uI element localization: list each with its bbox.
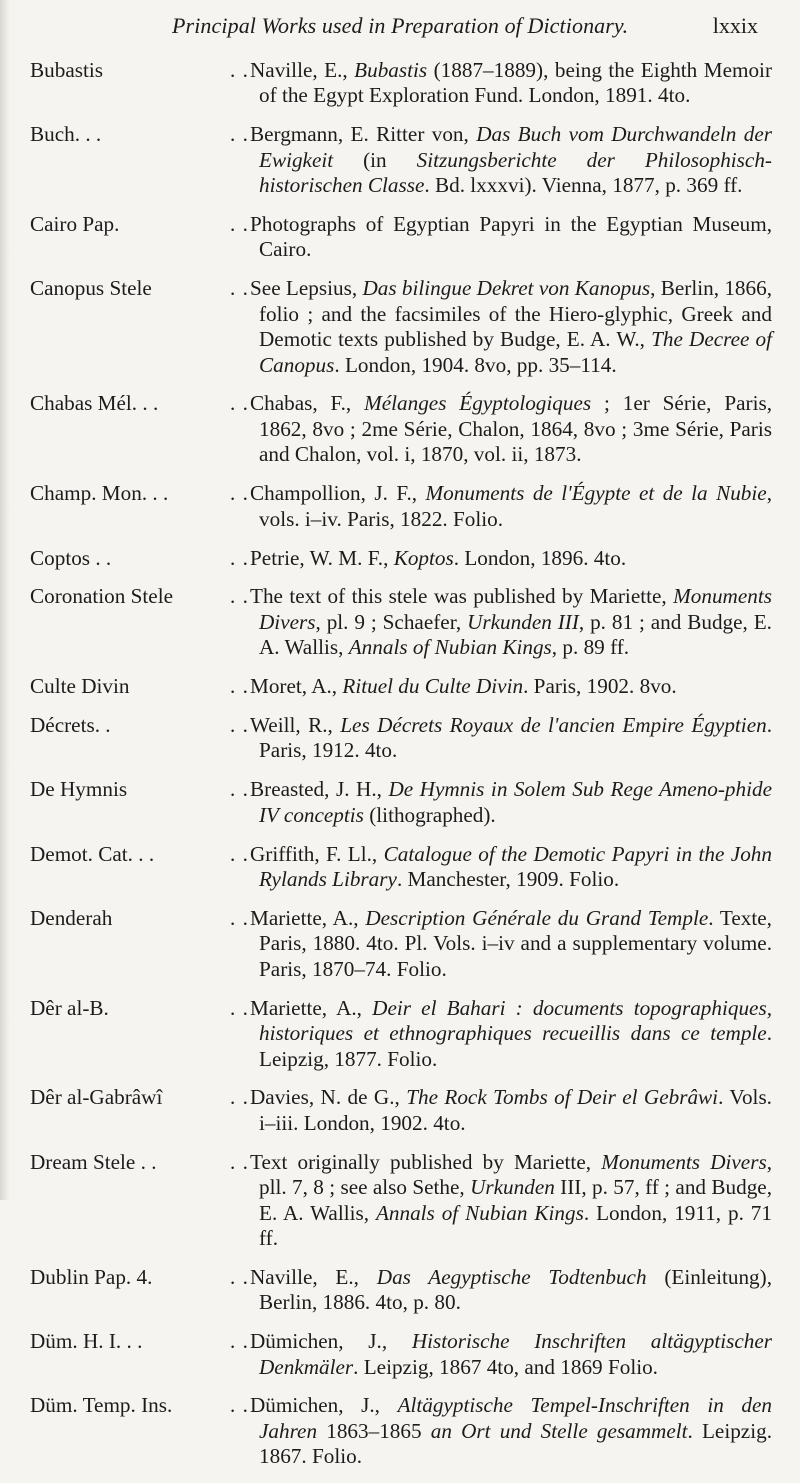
entry-abbreviation — [30, 996, 250, 1072]
citation-text: . Leipzig, 1877. Folio. — [259, 1021, 772, 1071]
leader-dots: . . — [230, 545, 249, 570]
citation-text: Davies, N. de G., — [250, 1085, 407, 1110]
work-title: Sitzungsberichte der Philosophisch-historischen Classe — [259, 147, 772, 198]
citation-text: . Manchester, 1909. Folio. — [396, 867, 620, 892]
entry-abbreviation — [30, 58, 250, 109]
leader-dots: . . — [230, 481, 249, 506]
citation-text: (1887–1889), being the Eighth Memoir of the Egypt Exploration Fund. London, 1891. 4to. — [259, 58, 772, 108]
leader-dots: . . — [230, 841, 249, 866]
abbreviation-text: Chabas Mél. . . — [30, 391, 159, 416]
bibliography-entry — [30, 1265, 772, 1316]
entry-abbreviation — [30, 584, 250, 660]
entry-abbreviation — [30, 674, 250, 699]
citation-text: 1863–1865 — [317, 1418, 431, 1443]
abbreviation-text: Champ. Mon. . . — [30, 481, 169, 506]
bibliography-entry — [30, 842, 772, 893]
work-title: Deir el Bahari : documents topographiques, historiques et ethnographiques recueillis dans ce temple — [259, 995, 773, 1046]
entry-description — [250, 1265, 772, 1316]
citation-text: Naville, E., — [250, 58, 355, 82]
work-title: Bubastis — [354, 58, 428, 82]
citation-text: . Paris, 1912. 4to. — [259, 713, 772, 763]
entry-abbreviation — [30, 481, 250, 532]
bibliography-entry — [30, 996, 772, 1072]
bibliography-entry — [30, 1329, 772, 1380]
citation-text: Petrie, W. M. F., — [250, 545, 394, 570]
citation-text: Weill, R., — [250, 713, 341, 738]
page-edge-shadow — [0, 0, 10, 1200]
citation-text: , p. 89 ff. — [551, 635, 630, 660]
entry-description — [250, 276, 772, 378]
citation-text: Naville, E., — [250, 1264, 377, 1289]
entry-description — [250, 1329, 772, 1380]
entry-abbreviation — [30, 842, 250, 893]
abbreviation-text: Denderah — [30, 905, 113, 930]
bibliography-entry — [30, 713, 772, 764]
entry-description — [250, 391, 772, 467]
abbreviation-text: Düm. H. I. . . — [30, 1329, 143, 1354]
leader-dots: . . — [230, 122, 249, 147]
leader-dots: . . — [230, 58, 249, 82]
abbreviation-text: Buch. . . — [30, 122, 102, 147]
bibliography-entry — [30, 391, 772, 467]
leader-dots: . . — [230, 713, 249, 738]
citation-text: , vols. i–iv. Paris, 1822. Folio. — [259, 481, 772, 531]
abbreviation-text: Bubastis — [30, 58, 103, 82]
leader-dots: . . — [230, 1393, 249, 1418]
work-title: Monuments de l'Égypte et de la Nubie — [425, 481, 767, 506]
bibliography-entry — [30, 777, 772, 828]
citation-text: (in — [333, 147, 417, 172]
work-title: Annals of Nubian Kings — [375, 1200, 584, 1225]
citation-text: Moret, A., — [250, 674, 343, 699]
entry-description — [250, 1393, 772, 1469]
citation-text: Breasted, J. H., — [250, 777, 389, 802]
entry-description — [250, 777, 772, 828]
bibliography-entry — [30, 58, 772, 109]
citation-text: , Berlin, 1866, folio ; and the facsimiles of the Hiero-glyphic, Greek and Demotic texts published by Budge, E. A. W., — [259, 276, 772, 352]
bibliography-entry — [30, 546, 772, 571]
citation-text: III, p. 57, ff ; and Budge, E. A. Wallis, — [259, 1175, 772, 1225]
entry-description — [250, 481, 772, 532]
leader-dots: . . — [230, 276, 249, 301]
work-title: Das Aegyptische Todtenbuch — [376, 1264, 647, 1289]
abbreviation-text: Coronation Stele — [30, 584, 173, 609]
work-title: Catalogue of the Demotic Papyri in the John Rylands Library — [259, 841, 772, 892]
entry-description — [250, 1085, 772, 1136]
leader-dots: . . — [230, 905, 249, 930]
page-number: lxxix — [712, 13, 758, 38]
citation-text: . Leipzig. 1867. Folio. — [259, 1418, 772, 1469]
abbreviation-text: De Hymnis — [30, 777, 128, 802]
citation-text: Mariette, A., — [250, 905, 366, 930]
entry-description — [250, 546, 772, 571]
abbreviation-text: Dream Stele . . — [30, 1149, 157, 1174]
running-header — [172, 12, 758, 40]
entry-abbreviation — [30, 1150, 250, 1252]
citation-text: Mariette, A., — [250, 995, 373, 1020]
work-title: Rituel du Culte Divin — [342, 674, 524, 699]
citation-text: Dümichen, J., — [250, 1329, 412, 1354]
entry-abbreviation — [30, 546, 250, 571]
abbreviation-text: Düm. Temp. Ins. — [30, 1393, 173, 1418]
bibliography-entry — [30, 906, 772, 982]
work-title: Das bilingue Dekret von Kanopus — [362, 276, 651, 301]
bibliography-entry — [30, 122, 772, 198]
abbreviation-text: Dêr al-Gabrâwî — [30, 1085, 163, 1110]
entry-description — [250, 842, 772, 893]
work-title: Annals of Nubian Kings — [348, 635, 552, 660]
entry-abbreviation — [30, 122, 250, 198]
abbreviation-text: Décrets. . — [30, 713, 111, 738]
citation-text: Griffith, F. Ll., — [250, 841, 384, 866]
abbreviation-text: Coptos . . — [30, 545, 112, 570]
leader-dots: . . — [230, 1329, 249, 1354]
work-title: Mélanges Égyptologiques — [364, 391, 592, 416]
entry-description — [250, 122, 772, 198]
entry-description — [250, 212, 772, 263]
citation-text: ; 1er Série, Paris, 1862, 8vo ; 2me Série, Chalon, 1864, 8vo ; 3me Série, Paris and Chalon, vol. i, 1870, vol. ii, 1873. — [259, 391, 772, 467]
citation-text: . Paris, 1902. 8vo. — [523, 674, 677, 699]
work-title: Urkunden — [470, 1175, 555, 1200]
work-title: Monuments Divers — [601, 1149, 767, 1174]
leader-dots: . . — [230, 1149, 249, 1174]
entry-description — [250, 584, 772, 660]
work-title: Description Générale du Grand Temple — [365, 905, 709, 930]
citation-text: , pl. 9 ; Schaefer, — [315, 609, 468, 634]
citation-text: . Texte, Paris, 1880. 4to. Pl. Vols. i–iv and a supplementary volume. Paris, 1870–74. Folio. — [259, 905, 772, 981]
work-title: The Rock Tombs of Deir el Gebrâwi — [406, 1085, 719, 1110]
citation-text: See Lepsius, — [250, 276, 363, 301]
entry-abbreviation — [30, 212, 250, 263]
page-title: Principal Works used in Preparation of Dictionary. — [172, 13, 629, 38]
entry-description — [250, 906, 772, 982]
leader-dots: . . — [230, 391, 249, 416]
bibliography-entry — [30, 1393, 772, 1469]
citation-text: . Vols. i–iii. London, 1902. 4to. — [259, 1085, 772, 1135]
work-title: Altägyptische Tempel-Inschriften in den Jahren — [259, 1393, 772, 1443]
entry-description — [250, 58, 772, 109]
entry-abbreviation — [30, 391, 250, 467]
citation-text: Champollion, J. F., — [250, 481, 426, 506]
work-title: Historische Inschriften altägyptischer Denkmäler — [259, 1329, 772, 1379]
work-title: Koptos — [393, 545, 454, 570]
leader-dots: . . — [230, 1264, 249, 1289]
work-title: Les Décrets Royaux de l'ancien Empire Égyptien — [340, 713, 767, 738]
work-title: De Hymnis in Solem Sub Rege Ameno-phide IV conceptis — [259, 777, 772, 827]
entry-description — [250, 996, 772, 1072]
entry-description — [250, 713, 772, 764]
citation-text: , p. 81 ; and Budge, E. A. Wallis, — [259, 609, 772, 660]
bibliography-entry — [30, 1150, 772, 1252]
citation-text: , pll. 7, 8 ; see also Sethe, — [259, 1149, 772, 1200]
bibliography-entry — [30, 276, 772, 378]
entry-abbreviation — [30, 1393, 250, 1469]
citation-text: The text of this stele was published by Mariette, — [250, 584, 674, 609]
citation-text: Dümichen, J., — [250, 1393, 398, 1418]
bibliography-entry — [30, 1085, 772, 1136]
citation-text: . London, 1896. 4to. — [453, 545, 627, 570]
leader-dots: . . — [230, 212, 249, 237]
work-title: The Decree of Canopus — [259, 327, 772, 377]
abbreviation-text: Canopus Stele — [30, 276, 152, 301]
citation-text: . Leipzig, 1867 4to, and 1869 Folio. — [353, 1354, 658, 1379]
leader-dots: . . — [230, 995, 249, 1020]
leader-dots: . . — [230, 1085, 249, 1110]
entry-abbreviation — [30, 906, 250, 982]
citation-text: . Bd. lxxxvi). Vienna, 1877, p. 369 ff. — [424, 173, 743, 198]
citation-text: . London, 1911, p. 71 ff. — [259, 1200, 772, 1250]
work-title: Das Buch vom Durchwandeln der Ewigkeit — [259, 122, 772, 172]
citation-text: Bergmann, E. Ritter von, — [250, 122, 477, 147]
citation-text: . London, 1904. 8vo, pp. 35–114. — [334, 352, 617, 377]
entry-abbreviation — [30, 276, 250, 378]
citation-text: (Einleitung), Berlin, 1886. 4to, p. 80. — [259, 1264, 773, 1315]
citation-text: Photographs of Egyptian Papyri in the Egyptian Museum, Cairo. — [250, 212, 772, 262]
abbreviation-text: Culte Divin — [30, 674, 130, 699]
leader-dots: . . — [230, 674, 249, 699]
entry-abbreviation — [30, 713, 250, 764]
work-title: Monuments Divers — [259, 584, 772, 634]
entry-abbreviation — [30, 777, 250, 828]
entry-abbreviation — [30, 1085, 250, 1136]
bibliography-list — [30, 58, 772, 1483]
leader-dots: . . — [230, 584, 249, 609]
work-title: Urkunden III — [467, 609, 579, 634]
entry-abbreviation — [30, 1329, 250, 1380]
abbreviation-text: Cairo Pap. — [30, 212, 120, 237]
entry-abbreviation — [30, 1265, 250, 1316]
entry-description — [250, 1150, 772, 1252]
leader-dots: . . — [230, 777, 249, 802]
abbreviation-text: Demot. Cat. . . — [30, 841, 155, 866]
abbreviation-text: Dêr al-B. — [30, 995, 109, 1020]
bibliography-entry — [30, 212, 772, 263]
bibliography-entry — [30, 584, 772, 660]
citation-text: Text originally published by Mariette, — [250, 1149, 602, 1174]
entry-description — [250, 674, 772, 699]
work-title: an Ort und Stelle gesammelt — [430, 1418, 688, 1443]
citation-text: Chabas, F., — [250, 391, 365, 416]
abbreviation-text: Dublin Pap. 4. — [30, 1264, 153, 1289]
citation-text: (lithographed). — [363, 802, 496, 827]
bibliography-entry — [30, 674, 772, 699]
bibliography-entry — [30, 481, 772, 532]
